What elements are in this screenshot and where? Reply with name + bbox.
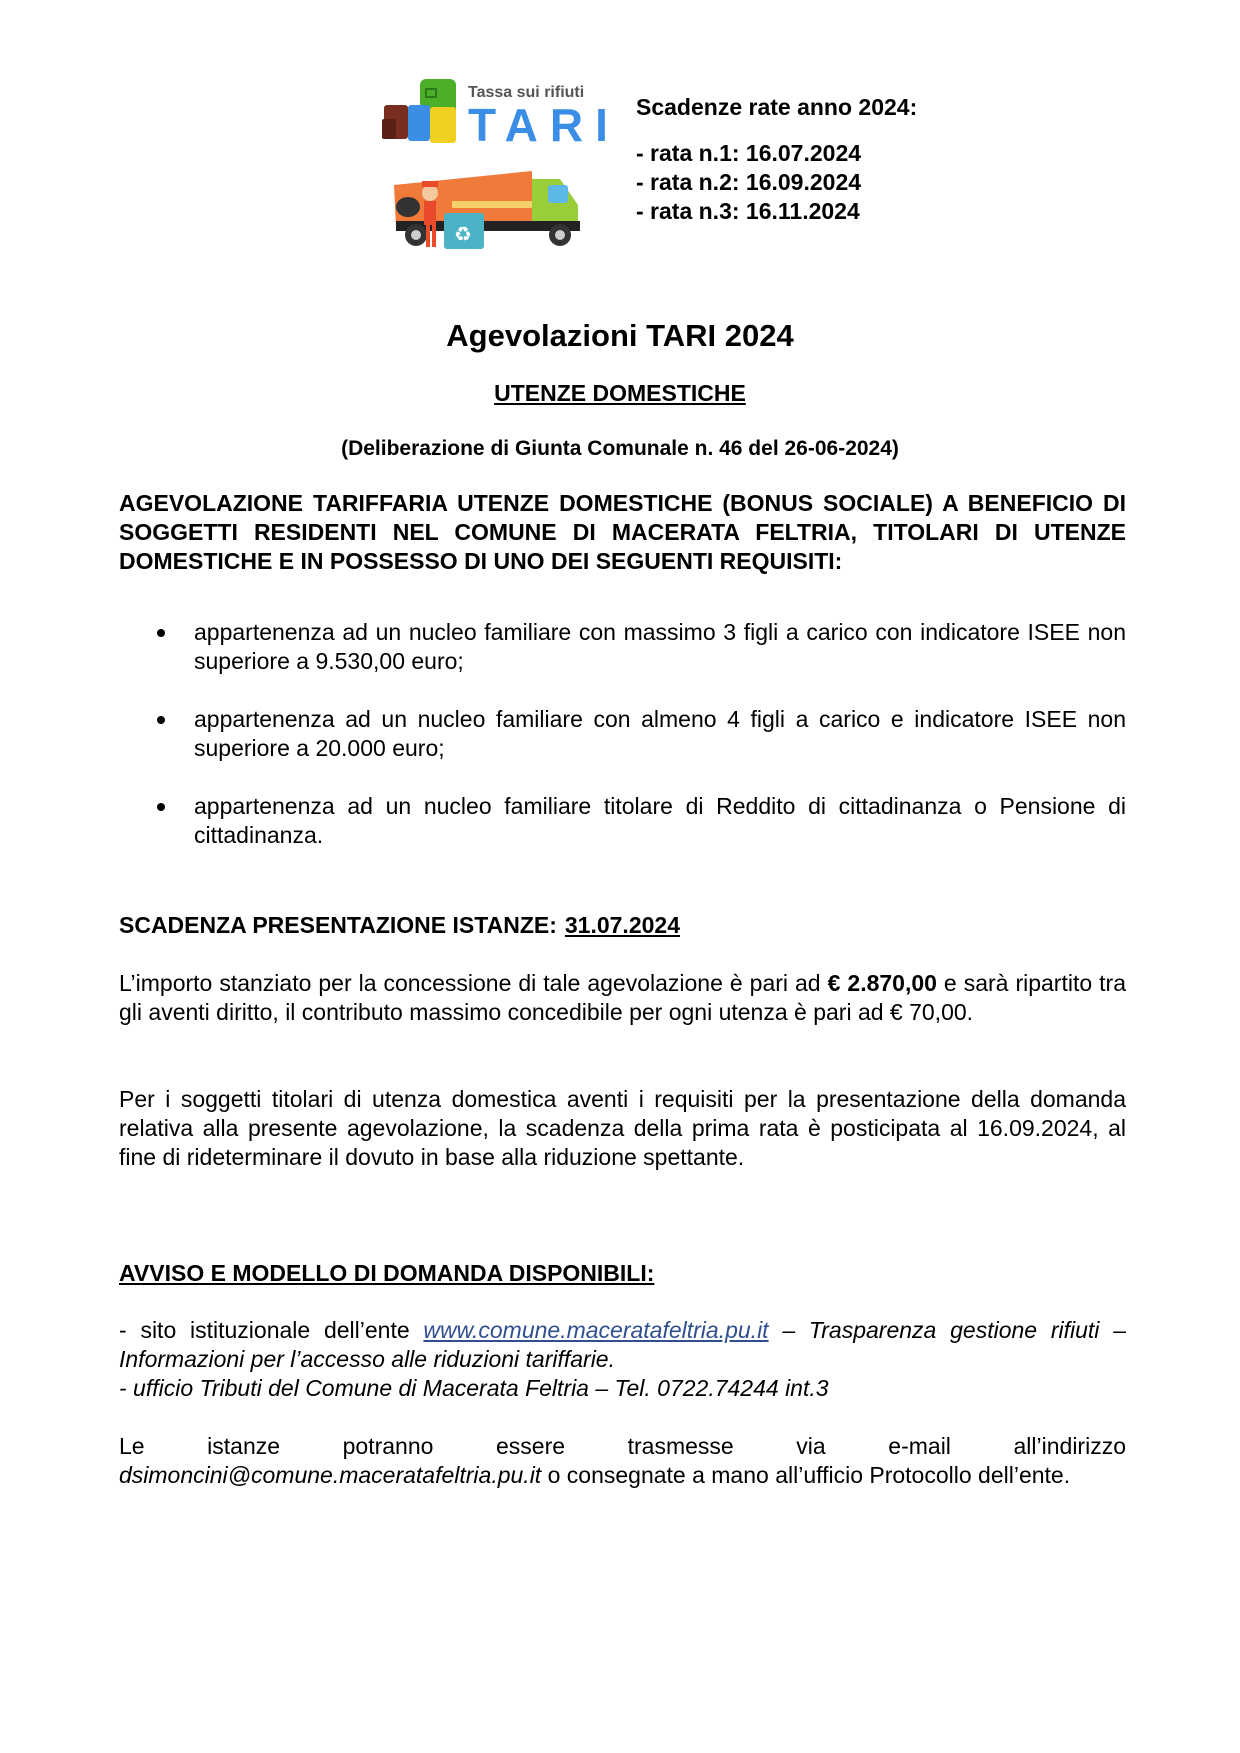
submission-deadline [119, 912, 1126, 939]
installment-2: - rata n.2: 16.09.2024 [636, 169, 862, 195]
bullet-icon [157, 629, 165, 637]
requirements-list [119, 618, 1126, 879]
svg-text:TARI: TARI [468, 99, 608, 151]
bullet-icon [157, 716, 165, 724]
requirement-item: appartenenza ad un nucleo familiare con massimo 3 figli a carico con indicatore ISEE non superiore a 9.530,00 euro; [119, 618, 1126, 676]
requirement-item: appartenenza ad un nucleo familiare con almeno 4 figli a carico e indicatore ISEE non superiore a 20.000 euro; [119, 705, 1126, 763]
section-subtitle: UTENZE DOMESTICHE [494, 380, 746, 406]
requirement-item: appartenenza ad un nucleo familiare titolare di Reddito di cittadinanza o Pensione di cittadinanza. [119, 792, 1126, 850]
deadlines-title: Scadenze rate anno 2024: [636, 94, 918, 120]
installment-1: - rata n.1: 16.07.2024 [636, 140, 862, 166]
installment-3: - rata n.3: 16.11.2024 [636, 198, 860, 224]
bullet-icon [157, 803, 165, 811]
installment-deadlines [636, 93, 917, 226]
email-address[interactable]: dsimoncini@comune.maceratafeltria.pu.it [119, 1462, 542, 1488]
svg-text:♻: ♻ [454, 224, 472, 246]
waste-truck-and-bins-icon [382, 75, 608, 250]
website-link[interactable]: www.comune.maceratafeltria.pu.it [423, 1317, 769, 1343]
requirements-heading: AGEVOLAZIONE TARIFFARIA UTENZE DOMESTICHE (BONUS SOCIALE) A BENEFICIO DI SOGGETTI RESIDENTI NEL COMUNE DI MACERATA FELTRIA, TITOLARI DI UTENZE DOMESTICHE E IN POSSESSO DI UNO DEI SEGUENTI REQUISITI: [119, 490, 1126, 574]
tari-logo [382, 75, 608, 250]
deadline-label: SCADENZA PRESENTAZIONE ISTANZE: [119, 912, 557, 938]
availability-heading: AVVISO E MODELLO DI DOMANDA DISPONIBILI: [119, 1260, 655, 1286]
submission-paragraph: Le istanze potranno essere trasmesse via e-mail all’indirizzo dsimoncini@comune.maceratafeltria.pu.it o consegnate a mano all’ufficio Protocollo dell’ente. [119, 1433, 1126, 1488]
availability-details: - sito istituzionale dell’ente www.comune.maceratafeltria.pu.it – Trasparenza gestione rifiuti – Informazioni per l’accesso alle riduzioni tariffarie. - ufficio Tributi del Comune di Macerata Feltria – Tel. 0722.74244 int.3 [119, 1317, 1126, 1401]
tax-office-contact: - ufficio Tributi del Comune di Macerata Feltria – Tel. 0722.74244 int.3 [119, 1375, 829, 1401]
deadline-date: 31.07.2024 [564, 912, 680, 938]
svg-text:Tassa sui rifiuti: Tassa sui rifiuti [468, 84, 585, 101]
postponement-paragraph: Per i soggetti titolari di utenza domestica aventi i requisiti per la presentazione della domanda relativa alla presente agevolazione, la scadenza della prima rata è posticipata al 16.09.2024, al fine di rideterminare il dovuto in base alla riduzione spettante. [119, 1086, 1126, 1170]
deliberation-reference: (Deliberazione di Giunta Comunale n. 46 del 26-06-2024) [341, 437, 899, 460]
page-title: Agevolazioni TARI 2024 [446, 318, 794, 353]
allocated-amount: € 2.870,00 [827, 970, 937, 996]
amount-paragraph: L’importo stanziato per la concessione di tale agevolazione è pari ad € 2.870,00 e sarà ripartito tra gli aventi diritto, il contributo massimo concedibile per ogni utenza è pari ad € 70,00. [119, 970, 1126, 1025]
